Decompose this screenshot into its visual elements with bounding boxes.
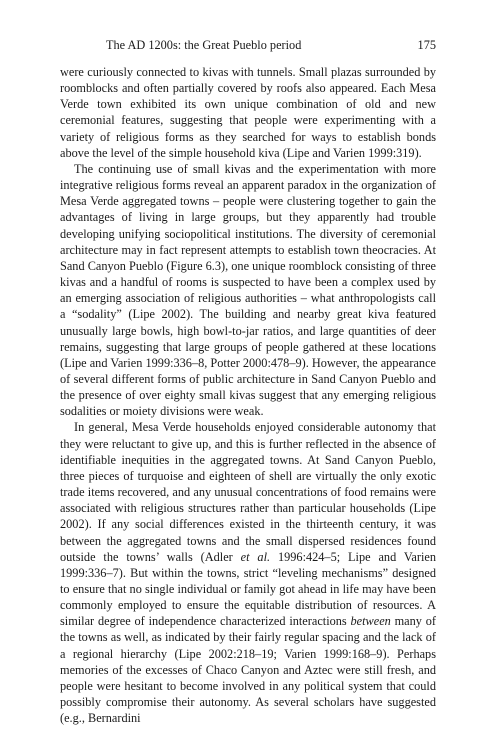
paragraph [60,419,436,726]
page-number: 175 [417,38,436,52]
text-run: The continuing use of small kivas and the experimentation with more integrative religious forms reveal an apparent paradox in the organization of Mesa Verde aggregated towns – people were clustering together to gain the advantages of living in large groups, but they apparently had trouble developing unifying sociopolitical institutions. The diversity of ceremonial architecture may in fact represent attempts to establish town theocracies. At Sand Canyon Pueblo (Figure 6.3), one unique roomblock consisting of three kivas and a handful of rooms is suspected to have been a complex used by an emerging association of religious authorities – what anthropologists call a “sodality” (Lipe 2002). The building and nearby great kiva featured unusually large bowls, high bowl-to-jar ratios, and large quantities of deer remains, suggesting that large groups of people gathered at these locations (Lipe and Varien 1999:336–8, Potter 2000:478–9). However, the appearance of several different forms of public architecture in Sand Canyon Pueblo and the presence of over eighty small kivas suggest that any emerging religious sodalities or moiety divisions were weak. [60,161,436,419]
paragraph [60,161,436,420]
running-head [60,37,436,53]
italic-text: between [350,614,391,629]
text-run: were curiously connected to kivas with tunnels. Small plazas surrounded by roomblocks and often partially covered by roofs also appeared. Each Mesa Verde town exhibited its own unique combination of old and new ceremonial features, suggesting that people were experimenting with a variety of religious forms as they searched for ways to establish bonds above the level of the simple household kiva (Lipe and Varien 1999:319). [60,65,436,160]
paragraph [60,64,436,161]
text-run: many of the towns as well, as indicated by their fairly regular spacing and the lack of a regional hierarchy (Lipe 2002:218–19; Varien 1999:168–9). Perhaps memories of the excesses of Chaco Canyon and Aztec were still fresh, and people were hesitant to become involved in any political system that could possibly compromise their autonomy. As several scholars have suggested (e.g., Bernardini [60,614,436,726]
body-text [60,64,436,726]
running-head-title: The AD 1200s: the Great Pueblo period [106,38,302,52]
text-run: 1996:424–5; Lipe and Varien 1999:336–7). But within the towns, strict “leveling mechanisms” designed to ensure that no single individual or family got ahead in life may have been commonly employed to ensure the equitable distribution of resources. A similar degree of independence characterized interactions [60,549,436,629]
text-run: In general, Mesa Verde households enjoyed considerable autonomy that they were reluctant to give up, and this is further reflected in the absence of identifiable inequities in the aggregated towns. At Sand Canyon Pueblo, three pieces of turquoise and eighteen of shell are virtually the only exotic trade items recovered, and any unusual concentrations of food remains were associated with religious structures rather than particular households (Lipe 2002). If any social differences existed in the thirteenth century, it was between the aggregated towns and the small dispersed residences found outside the towns’ walls (Adler [60,420,436,564]
italic-text: et al. [240,549,271,564]
